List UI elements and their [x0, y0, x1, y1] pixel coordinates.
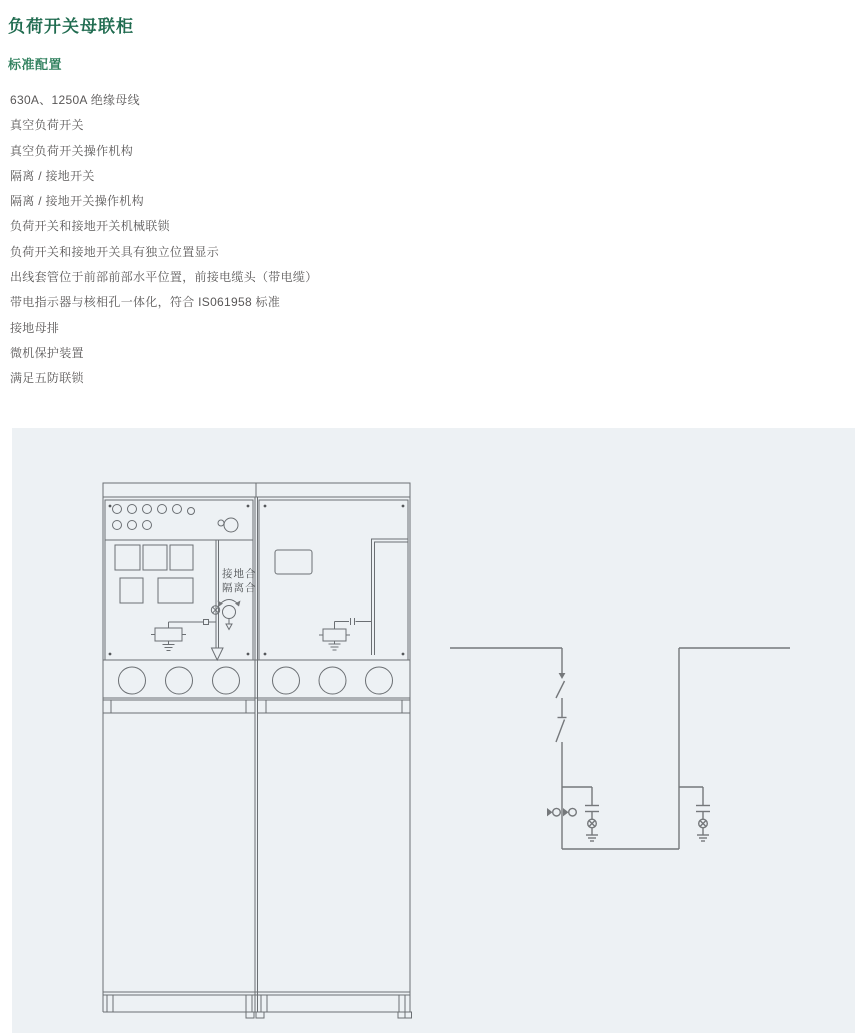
feature-item: 隔离 / 接地开关操作机构 — [10, 194, 144, 209]
feature-item: 真空负荷开关 — [10, 118, 84, 133]
small-arrow-icon — [226, 624, 232, 630]
cabinet-frame — [103, 483, 410, 1012]
feature-item: 带电指示器与核相孔一体化，符合 IS061958 标准 — [10, 295, 281, 310]
page-title: 负荷开关母联柜 — [8, 17, 134, 36]
feature-item: 630A、1250A 绝缘母线 — [10, 93, 140, 107]
feature-item: 微机保护装置 — [10, 345, 84, 360]
test-socket-icon — [563, 808, 576, 816]
mechanism-label-line2: 隔离合 — [222, 582, 257, 594]
live-display-unit-left — [151, 620, 216, 651]
voltage-indicator-branch-left — [547, 787, 599, 841]
ground-icon — [697, 835, 709, 841]
indicator-lights — [113, 505, 195, 530]
down-arrow-icon — [212, 648, 224, 660]
load-switch-symbol — [556, 648, 565, 698]
ground-icon — [586, 835, 598, 841]
test-socket-icon — [547, 808, 560, 816]
cable-bushings — [103, 660, 410, 698]
feature-item: 出线套管位于前部前部水平位置，前接电缆头（带电缆） — [10, 270, 318, 285]
technical-drawing — [0, 428, 867, 1033]
mechanism-label-line1: 接地合 — [222, 568, 257, 580]
voltage-indicator-branch-right — [679, 787, 710, 841]
feature-item: 满足五防联锁 — [10, 371, 84, 386]
handle-socket-icon — [223, 606, 236, 619]
disconnector-symbol — [556, 698, 567, 742]
feature-list — [10, 88, 710, 392]
cabinet-top-strip — [103, 483, 410, 497]
rotation-arc-icon — [220, 600, 238, 605]
circuit-diagram — [450, 648, 790, 849]
live-display-unit-right — [319, 618, 372, 650]
feature-item: 负荷开关和接地开关具有独立位置显示 — [10, 244, 220, 259]
feature-item: 真空负荷开关操作机构 — [10, 143, 134, 158]
meter-windows — [115, 545, 193, 603]
feature-item: 接地母排 — [10, 320, 60, 335]
operating-mechanism — [211, 540, 256, 660]
cabinet-front-view — [103, 483, 412, 1018]
section-heading: 标准配置 — [8, 57, 63, 72]
busbar-duct — [372, 539, 409, 655]
right-instrument-panel — [259, 500, 408, 660]
lamp-icon — [699, 819, 708, 828]
lamp-icon — [588, 819, 597, 828]
feature-item: 隔离 / 接地开关 — [10, 168, 95, 183]
trim-band — [103, 700, 410, 713]
feature-item: 负荷开关和接地开关机械联锁 — [10, 219, 170, 234]
left-instrument-panel — [105, 500, 257, 660]
display-window — [275, 550, 312, 574]
key-lock-pair — [218, 518, 238, 532]
